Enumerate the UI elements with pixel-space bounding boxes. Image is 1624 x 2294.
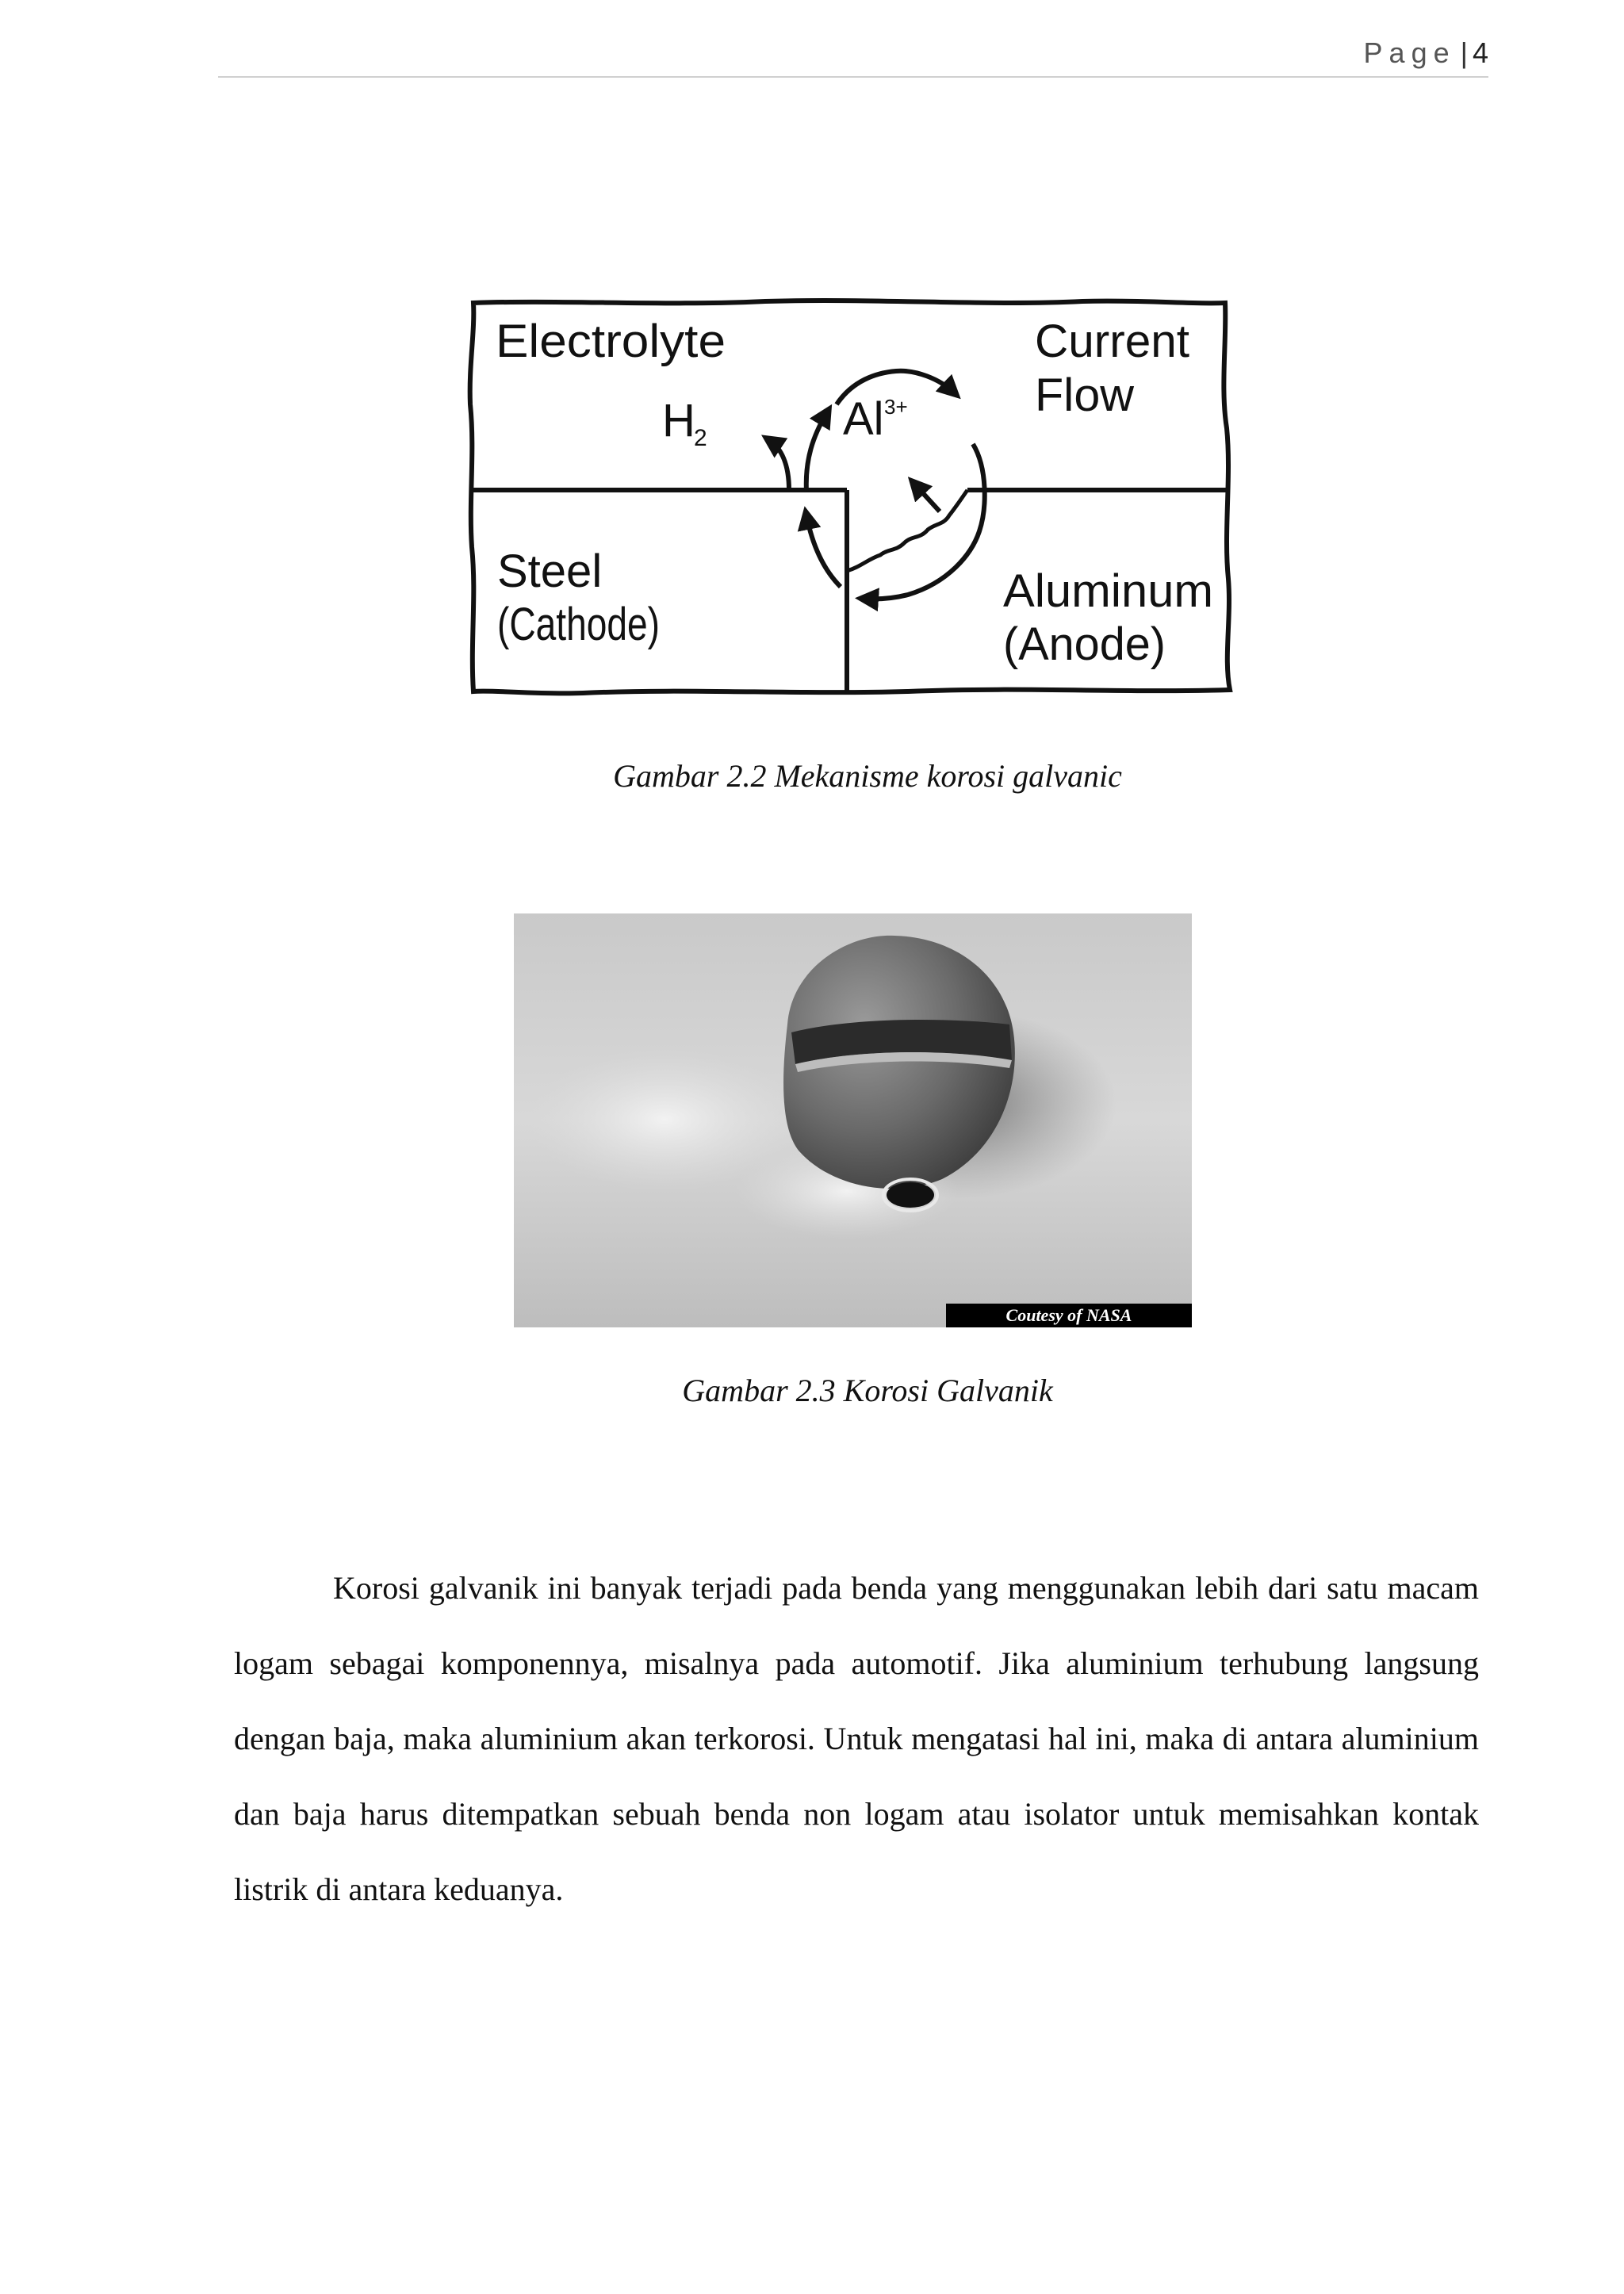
current-label: Current xyxy=(1035,316,1189,367)
hydrogen-subscript: 2 xyxy=(694,425,707,451)
photo-illustration xyxy=(514,913,1192,1327)
current-arrow-up xyxy=(806,412,827,492)
hydrogen-label: H xyxy=(662,395,695,446)
current-arrow-right xyxy=(864,444,985,599)
steel-label: Steel xyxy=(497,546,603,597)
figure-caption-2-2: Gambar 2.2 Mekanisme korosi galvanic xyxy=(613,758,1122,794)
page-label: Page xyxy=(1363,36,1456,69)
galvanic-corrosion-diagram xyxy=(464,293,1237,698)
photo-credit: Coutesy of NASA xyxy=(946,1304,1192,1327)
aluminum-label: Aluminum xyxy=(1003,565,1213,617)
figure-caption-2-3: Gambar 2.3 Korosi Galvanik xyxy=(682,1373,1053,1408)
anode-label: (Anode) xyxy=(1003,618,1166,670)
page-number-value: 4 xyxy=(1472,36,1488,69)
aluminum-ion-superscript: 3+ xyxy=(884,395,908,419)
aluminum-corroded-surface xyxy=(847,490,967,571)
aluminum-ion-arrow xyxy=(914,484,940,511)
galvanic-corrosion-photo xyxy=(514,913,1192,1327)
body-paragraph: Korosi galvanik ini banyak terjadi pada benda yang menggunakan lebih dari satu macam logam sebagai komponennya, misalnya pada automotif. Jika aluminium terhubung langsung dengan baja, maka aluminium akan terkorosi. Untuk mengatasi hal ini, maka di antara aluminium dan baja harus ditempatkan sebuah benda non logam atau isolator untuk memisahkan kontak listrik di antara keduanya. xyxy=(234,1570,1479,1907)
diagram-svg xyxy=(464,293,1237,698)
flow-label: Flow xyxy=(1035,370,1136,421)
hydrogen-arrow xyxy=(769,440,789,490)
current-arrow-left xyxy=(806,515,841,587)
sphere-hole xyxy=(887,1182,934,1208)
page-header xyxy=(218,32,1488,78)
page-number xyxy=(1364,36,1488,70)
cathode-label: (Cathode) xyxy=(497,599,660,650)
electrolyte-label: Electrolyte xyxy=(496,316,726,367)
aluminum-ion-label: Al xyxy=(843,393,884,445)
page-separator: | xyxy=(1460,36,1468,69)
